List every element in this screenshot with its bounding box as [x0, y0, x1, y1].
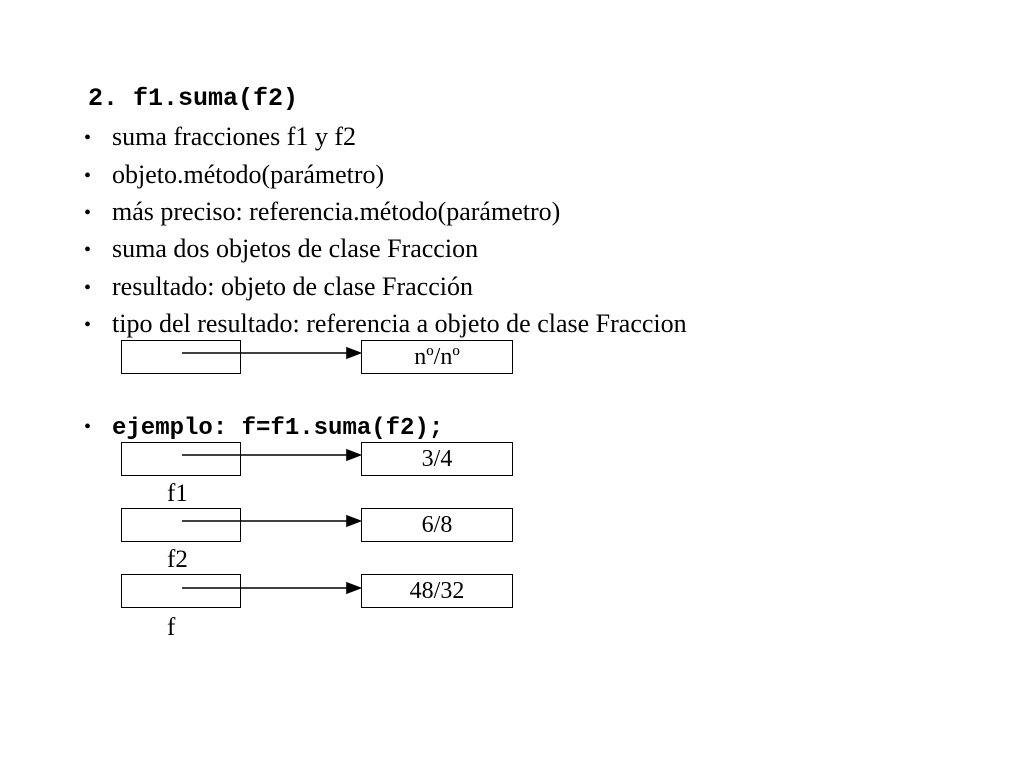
- bullet-icon: •: [84, 202, 92, 224]
- variable-label-f: f: [167, 614, 176, 641]
- object-box: nº/nº: [361, 340, 513, 374]
- arrow-head-f2: [347, 516, 360, 526]
- object-box-f1: 3/4: [361, 442, 513, 476]
- bullet-text: objeto.método(parámetro): [112, 160, 385, 189]
- arrow-head-f1: [347, 450, 360, 460]
- variable-label-f2: f2: [167, 546, 188, 573]
- variable-label-f1: f1: [167, 480, 188, 507]
- bullet-text: más preciso: referencia.método(parámetro): [112, 197, 561, 226]
- object-box-f: 48/32: [361, 574, 513, 608]
- bullet-icon: •: [84, 277, 92, 299]
- bullet-icon: •: [84, 127, 92, 149]
- bullet-text: suma fracciones f1 y f2: [112, 122, 357, 151]
- arrow-head-f: [347, 583, 360, 593]
- example-code: ejemplo: f=f1.suma(f2);: [112, 415, 444, 442]
- bullet-icon: •: [84, 239, 92, 261]
- arrow-head-type: [347, 348, 360, 358]
- bullet-text: suma dos objetos de clase Fraccion: [112, 234, 479, 263]
- bullet-icon: •: [84, 416, 92, 438]
- object-box-f2: 6/8: [361, 508, 513, 542]
- bullet-icon: •: [84, 165, 92, 187]
- bullet-text: tipo del resultado: referencia a objeto de clase Fraccion: [112, 309, 687, 338]
- slide-heading: 2. f1.suma(f2): [88, 84, 299, 113]
- bullet-icon: •: [84, 314, 92, 336]
- bullet-text: resultado: objeto de clase Fracción: [112, 272, 473, 301]
